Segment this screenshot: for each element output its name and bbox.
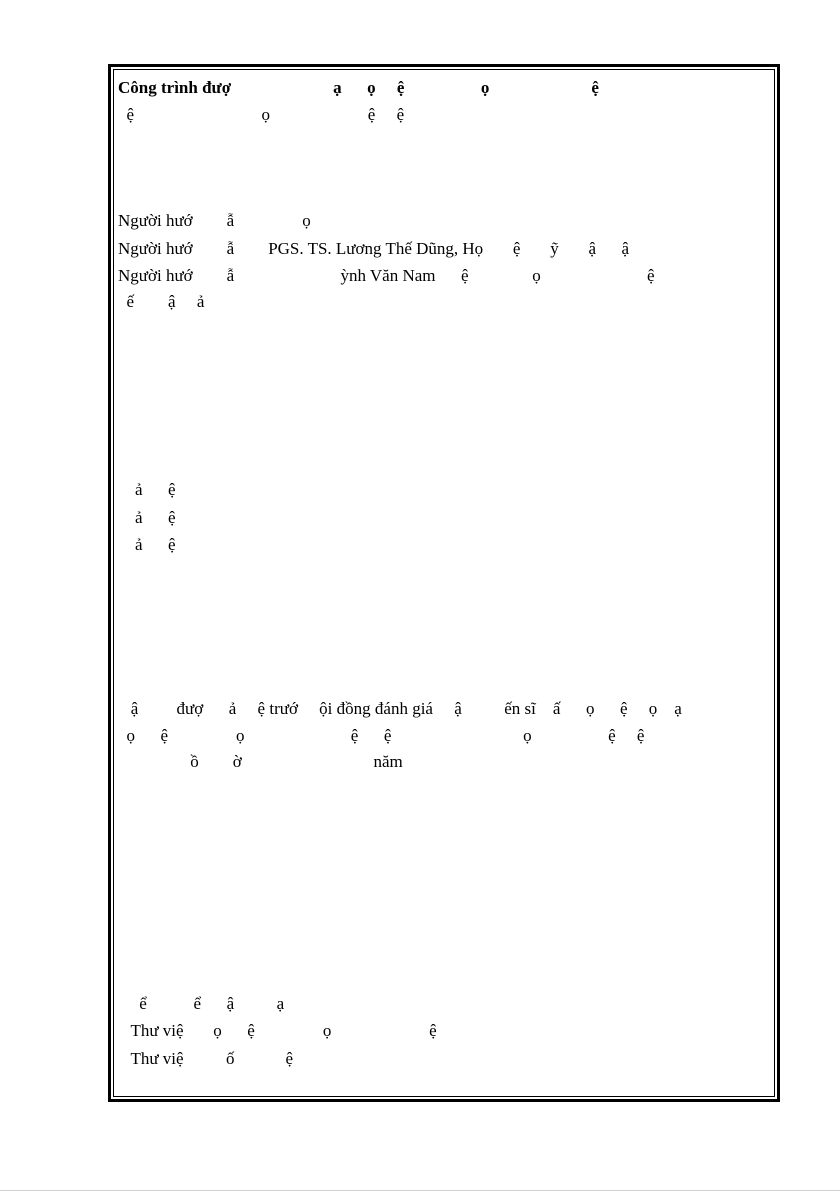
library-line-2: Thư việ ọ ệ ọ ệ — [118, 1021, 437, 1040]
library-line-3: Thư việ ố ệ — [118, 1049, 294, 1068]
reviewer-line-3: ả ệ — [118, 535, 176, 554]
advisor-line-3: Người hướ ẫ ỳnh Văn Nam ệ ọ ệ — [118, 266, 655, 285]
advisor-line-4: ế ậ ả — [118, 292, 205, 311]
reviewer-line-1: ả ệ — [118, 480, 176, 499]
header-line-1: Công trình đượ ạ ọ ệ ọ ệ — [118, 78, 599, 97]
reviewer-line-2: ả ệ — [118, 508, 176, 527]
page-bottom-edge — [0, 1190, 840, 1191]
header-line-2: ệ ọ ệ ệ — [118, 105, 405, 124]
advisor-line-2: Người hướ ẫ PGS. TS. Lương Thế Dũng, Họ ệ ỹ ậ ậ — [118, 239, 630, 258]
defense-line-3: ồ ờ năm — [118, 752, 403, 771]
defense-line-2: ọ ệ ọ ệ ệ ọ ệ ệ — [118, 726, 645, 745]
library-line-1: ể ể ậ ạ — [118, 994, 285, 1013]
defense-line-1: ậ đượ ả ệ trướ ội đồng đánh giá ậ ến sĩ ấ ọ ệ ọ ạ — [118, 699, 682, 718]
advisor-line-1: Người hướ ẫ ọ — [118, 211, 311, 230]
